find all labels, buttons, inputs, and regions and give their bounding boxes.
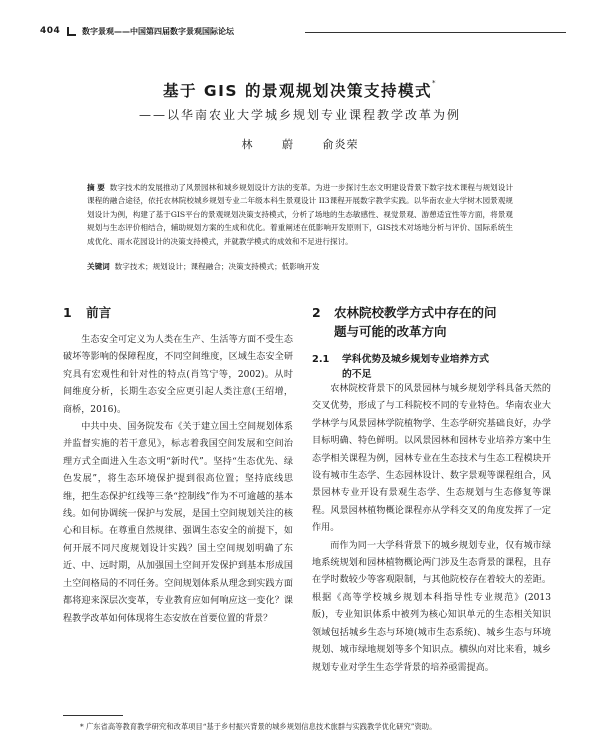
paragraph: 中共中央、国务院发布《关于建立国土空间规划体系并监督实施的若干意见》，标志着我国空间发展和空间治理方式全面进入生态文明“新时代”。坚持“生态优先、绿色发展”，将生态环境保护提到很高位置；坚持底线思维，把生态保护红线等三条“控制线”作为不可逾越的基本线。如何协调统一保护与发展，是国土空间规划关注的核心和目标。在尊重自然规律、强调生态安全的前提下，如何开展不同尺度规划设计实践？国土空间规划明确了东近、中、远时期，从加强国土空间开发保护到基本形成国土空间格局的不同任务。空间规划体系从理念到实践方面都将迎来深层次变革，专业教育应如何响应这一变化？课程教学改革如何体现将生态安放在首要位置的背景？ xyxy=(63,422,293,624)
section-1-title: 前言 xyxy=(86,305,112,320)
section-1-heading xyxy=(63,303,111,321)
keywords-label: 关键词 xyxy=(87,262,110,271)
keywords xyxy=(87,261,513,272)
abstract xyxy=(87,181,513,248)
section-2-1-title-line2: 的不足 xyxy=(342,369,372,380)
keywords-text: 数字技术；规划设计；课程融合；决策支持模式；低影响开发 xyxy=(114,262,320,271)
section-2-1-title-line1: 学科优势及城乡规划专业培养方式 xyxy=(342,354,489,365)
title-footnote-mark: * xyxy=(431,79,437,87)
corner-mark-icon xyxy=(67,27,76,36)
title-text: 基于 GIS 的景观规划决策支持模式 xyxy=(163,82,432,100)
section-1-number: 1 xyxy=(63,305,72,320)
journal-name: 数字景观——中国第四届数字景观国际论坛 xyxy=(82,27,234,36)
abstract-label: 摘 要 xyxy=(87,183,105,192)
paragraph: 而作为同一大学科背景下的城乡规划专业，仅有城市绿地系统规划和园林植物概论两门涉及生态背景的课程，且存在学时数较少等客观限制，与其他院校存在着较大的差距。根据《高等学校城乡规划本科指导性专业规范》(2013 版)，专业知识体系中被列为核心知识单元的生态相关知识领域包括城乡生态与环境(城市生态系统)、城乡生态与环境规划、城市绿地规划等多个知识点。横纵向对比来看，城乡规划专业对学生生态学背景的培养亟需提高。 xyxy=(312,540,551,673)
article-subtitle: ——以华南农业大学城乡规划专业课程教学改革为例 xyxy=(138,108,461,122)
section-2-title-line1: 农林院校教学方式中存在的问 xyxy=(334,305,497,320)
abstract-text: 数字技术的发展推动了风景园林和城乡规划设计方法的变革。为进一步探讨生态文明建设背景下数字技术课程与规划设计课程的融合途径，依托农林院校城乡规划专业二年级本科生景观设计 II3课程开展数字教学实践。以华南农业大学树木园景观规划设计为例，构建了基于GIS平台的景观规划决策支持模式，分析了场地的生态敏感性、视觉景观、游憩适宜性等方面，将景观规划与生态评价相结合，辅助规划方案的生成和优化。着重阐述在低影响开发原则下，GIS技术对场地分析与评价、国际系统生成优化、雨水花园设计的决策支持模式，并就教学模式的成效和不足进行探讨。 xyxy=(87,183,513,246)
section-1-body xyxy=(63,332,293,628)
footnote: * 广东省高等教育教学研究和改革项目“基于乡村振兴背景的城乡规划信息技术旅群与实践教学优化研究”资助。 xyxy=(80,722,437,731)
page-number: 404 xyxy=(40,26,61,36)
article-authors: 林 蔚 俞炎荣 xyxy=(241,138,359,151)
running-header xyxy=(40,26,566,40)
paragraph: 生态安全可定义为人类在生产、生活等方面不受生态破坏等影响的保障程度，不同空间维度，区域生态安全研究具有宏观性和针对性的特点(肖笃宁等，2002)。从时间维度分析，长期生态安全应更引起人类注意(王绍增，商桥，2016)。 xyxy=(63,335,293,415)
section-2-number: 2 xyxy=(312,305,321,320)
paragraph: 农林院校背景下的风景园林与城乡规划学科具备天然的交叉优势，形成了与工科院校不同的专业特色。华南农业大学林学与风景园林学院植物学、生态学研究基础良好，办学目标明确、特色鲜明。以风景园林和园林专业培养方案中生态学相关课程为例，园林专业在生态技术与生态工程模块开设有城市生态学、生态园林设计、数字景观等课程组合，风景园林专业开设有景观生态学、生态规划与生态修复等课程。风景园林植物概论课程亦从学科交叉的角度发挥了一定作用。 xyxy=(312,384,551,534)
header-rule xyxy=(305,32,566,33)
article-title xyxy=(0,79,600,101)
section-2-title-line2: 题与可能的改革方向 xyxy=(334,324,447,339)
section-2-1-heading xyxy=(312,352,562,382)
section-2-heading xyxy=(312,303,562,341)
section-2-1-body xyxy=(312,381,551,677)
section-2-1-number: 2.1 xyxy=(312,354,330,365)
footnote-rule xyxy=(63,715,123,716)
